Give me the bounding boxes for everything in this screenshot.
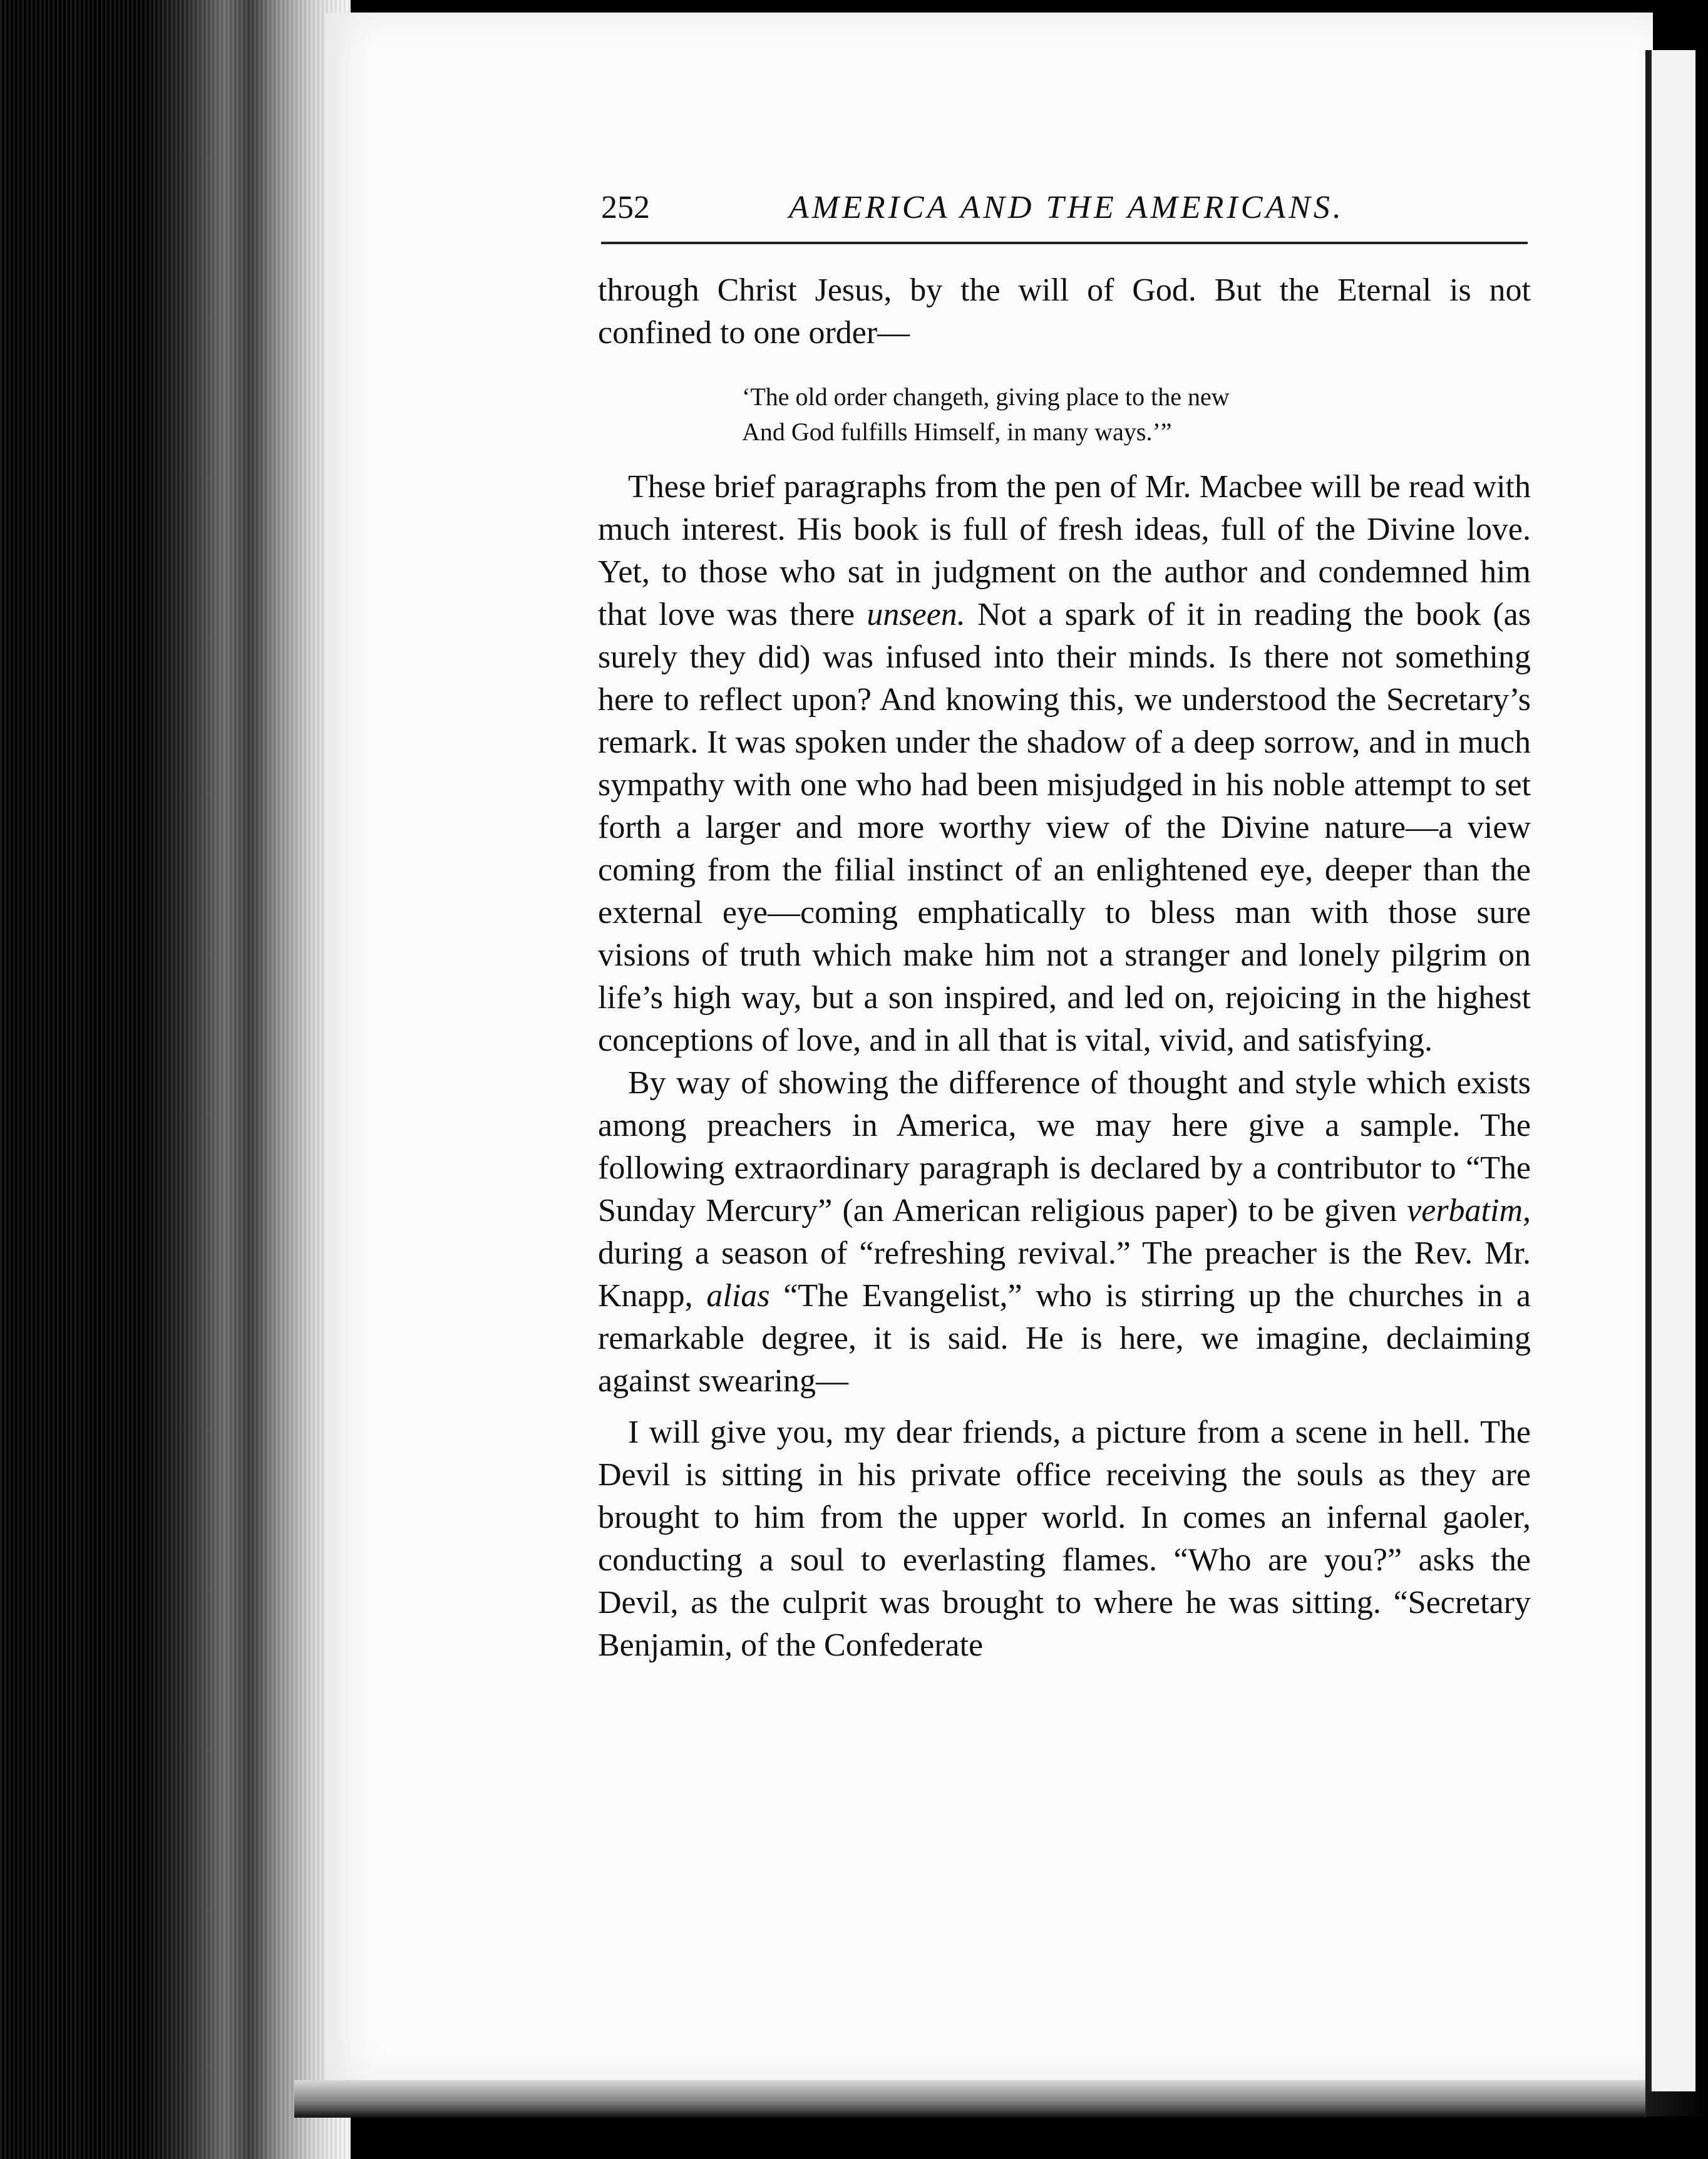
quote-line-1: ‘The old order changeth, giving place to the new — [742, 383, 1230, 411]
paragraph-1: through Christ Jesus, by the will of God. But the Eternal is not confined to one order— — [598, 272, 1531, 351]
paragraph-4: I will give you, my dear friends, a picture from a scene in hell. The Devil is sitting in his private office receiving the souls as they are brought to him from the upper world. In comes an infernal gaoler, conducting a soul to everlasting flames. “Who are you?” asks the Devil, as the culprit was brought to where he was sitting. “Secretary Benjamin, of the Confederate — [598, 1414, 1531, 1663]
paragraph-2-part-a: These brief paragraphs from the pen of Mr. Macbee will be read with much interest. His book is full of fresh ideas, full of the Divine love. Yet, to those who sat in judgment on the author and condemned him that love was there — [598, 469, 1531, 632]
paragraph-3-part-c: “The Evangelist,” who is stirring up the churches in a remarkable degree, it is said. He is here, we imagine, declaiming against swearing— — [598, 1278, 1531, 1399]
paragraph-gap — [598, 1403, 1531, 1411]
book-page-edges — [0, 0, 351, 2159]
page-header — [601, 189, 1528, 239]
paragraph-2-part-b: Not a spark of it in reading the book (as surely they did) was infused into their minds. Is there not something here to reflect upon? And knowing this, we understood the Secretary’s remark. It was spoken under the shadow of a deep sorrow, and in much sympathy with one who had been misjudged in his noble attempt to set forth a larger and more worthy view of the Divine nature—a view coming from the filial instinct of an enlightened eye, deeper than the external eye—coming emphatically to bless man with those sure visions of truth which make him not a stranger and lonely pilgrim on life’s high way, but a son inspired, and led on, rejoicing in the highest conceptions of love, and in all that is vital, vivid, and satisfying. — [598, 597, 1531, 1058]
verse-quote — [742, 379, 1531, 450]
facing-page-sliver — [1649, 50, 1695, 2091]
emphasis-verbatim: verbatim, — [1407, 1193, 1531, 1229]
page-number: 252 — [601, 190, 650, 225]
emphasis-alias: alias — [706, 1278, 770, 1314]
header-rule — [601, 242, 1528, 244]
paragraph-3-part-a: By way of showing the difference of thought and style which exists among preachers in America, we may here give a sample. The following extraordinary paragraph is declared by a contributor to “The Sunday Mercury” (an American religious paper) to be given — [598, 1065, 1531, 1229]
paragraph-3-part-b: during a season of “refreshing revival.” The preacher is the Rev. Mr. Knapp, — [598, 1235, 1531, 1314]
paragraph-3 — [598, 1062, 1531, 1403]
page-bottom-edge — [294, 2080, 1647, 2118]
page-text — [598, 269, 1531, 1667]
emphasis-unseen: unseen. — [867, 597, 965, 632]
paragraph-2 — [598, 466, 1531, 1062]
quote-line-2: And God fulfills Himself, in many ways.’” — [742, 418, 1172, 446]
running-title: AMERICA AND THE AMERICANS. — [789, 190, 1344, 225]
